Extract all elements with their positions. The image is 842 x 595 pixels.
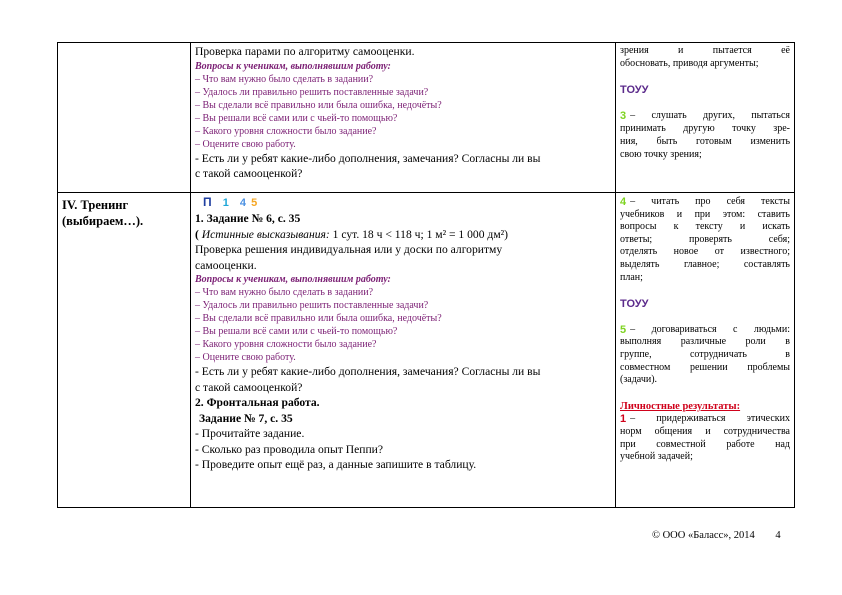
- item-number-3: 3: [620, 109, 627, 122]
- item4-line: план;: [620, 271, 643, 283]
- column-divider-1: [190, 43, 191, 507]
- row2-closing-line: - Есть ли у ребят какие-либо дополнения, замечания? Согласны ли вы: [195, 365, 541, 378]
- row1-question: – Что вам нужно было сделать в задании?: [195, 73, 374, 85]
- row1-question: – Вы решали всё сами или с чьей-то помощью?: [195, 112, 398, 124]
- p-number-5: 5: [251, 197, 258, 209]
- item1-line: – придерживаться этических: [630, 413, 790, 425]
- task2-line: - Прочитайте задание.: [195, 427, 305, 440]
- task1-paren: (: [195, 227, 202, 241]
- p-number-4: 4: [239, 197, 246, 209]
- item-number-5: 5: [620, 323, 627, 336]
- item5-line: выполняя различные роли в: [620, 336, 790, 348]
- item1-line: учебной задачей;: [620, 451, 693, 463]
- stage-subtitle: (выбираем…).: [62, 213, 144, 228]
- row1-question: – Удалось ли правильно решить поставленные задачи?: [195, 86, 429, 98]
- row-divider: [58, 192, 794, 193]
- row1-closing-line: с такой самооценкой?: [195, 167, 303, 180]
- task2-title: 2. Фронтальная работа.: [195, 396, 320, 409]
- item4-line: отделять новое от известного;: [620, 246, 790, 258]
- p-letter: П: [203, 195, 212, 209]
- row2-results-cell: [620, 196, 790, 464]
- item4-line: – читать про себя тексты: [630, 196, 790, 207]
- column-divider-2: [615, 43, 616, 507]
- lesson-table: [57, 42, 795, 508]
- item4-line: учебников и при этом: ставить: [620, 208, 790, 220]
- item4-line: вопросы к тексту и искать: [620, 221, 790, 233]
- row1-question: – Вы сделали всё правильно или была ошибка, недочёты?: [195, 99, 442, 111]
- row1-question: – Какого уровня сложности было задание?: [195, 125, 377, 137]
- row1-results-word: пытается: [712, 45, 752, 56]
- row1-results-word: её: [781, 45, 790, 56]
- row2-question: – Вы сделали всё правильно или была ошибка, недочёты?: [195, 313, 442, 324]
- page-footer: [652, 530, 781, 541]
- row1-question: – Оцените свою работу.: [195, 138, 296, 150]
- row1-heading: Проверка парами по алгоритму самооценки.: [195, 45, 415, 58]
- task1-rest: 1 сут. 18 ч < 118 ч; 1 м² = 1 000 дм²): [329, 227, 508, 241]
- stage-title: IV. Тренинг: [62, 198, 129, 212]
- row2-question: – Оцените свою работу.: [195, 352, 296, 363]
- task1-italic: Истинные высказывания:: [201, 227, 330, 241]
- row2-activity-cell: [195, 195, 611, 473]
- task2-line: - Сколько раз проводила опыт Пеппи?: [195, 442, 384, 456]
- task2-line: - Проведите опыт ещё раз, а данные запишите в таблицу.: [195, 458, 477, 471]
- row1-activity-cell: [195, 44, 611, 182]
- row1-item-line: свою точку зрения;: [620, 148, 702, 160]
- check-line: Проверка решения индивидуальная или у доски по алгоритму: [195, 243, 503, 256]
- row1-results-line: обосновать, приводя аргументы;: [620, 57, 759, 69]
- personal-results-title: Личностные результаты:: [620, 400, 741, 412]
- row1-results-word: и: [678, 45, 684, 56]
- row2-toyy-label: ТОУУ: [620, 298, 649, 311]
- page-number: 4: [775, 530, 781, 541]
- item1-line: норм общения и сотрудничества: [620, 425, 790, 437]
- item4-line: выделять главное; составлять: [620, 258, 790, 270]
- row1-item-line: – слушать других, пытаться: [630, 109, 790, 121]
- row2-questions-title: Вопросы к ученикам, выполнявшим работу:: [195, 274, 391, 285]
- item5-line: – договариваться с людьми:: [630, 323, 790, 335]
- row2-question: – Что вам нужно было сделать в задании?: [195, 287, 374, 298]
- item1-line: при совместной работе над: [620, 438, 790, 450]
- item5-line: группе, сотрудничать в: [620, 348, 790, 360]
- copyright-text: © ООО «Баласс», 2014: [652, 530, 755, 541]
- row2-stage-cell: [62, 198, 190, 229]
- row1-results-word: зрения: [620, 45, 649, 56]
- row2-question: – Вы решали всё сами или с чьей-то помощью?: [195, 326, 398, 337]
- row1-results-cell: [620, 45, 790, 161]
- item5-line: совместном решении проблемы: [620, 361, 790, 373]
- row2-closing-line: с такой самооценкой?: [195, 380, 303, 394]
- item5-line: (задачи).: [620, 374, 658, 386]
- row2-question: – Удалось ли правильно решить поставленные задачи?: [195, 300, 429, 311]
- task1-title: 1. Задание № 6, с. 35: [195, 212, 301, 225]
- item-number-4: 4: [620, 196, 627, 208]
- row1-questions-title: Вопросы к ученикам, выполнявшим работу:: [195, 60, 391, 72]
- row1-item-line: принимать другую точку зре-: [620, 123, 790, 135]
- row1-closing-line: - Есть ли у ребят какие-либо дополнения, замечания? Согласны ли вы: [195, 151, 541, 165]
- item-number-1: 1: [620, 413, 627, 426]
- task2-subtitle: Задание № 7, с. 35: [199, 411, 293, 425]
- p-number-1: 1: [222, 197, 229, 209]
- check-line: самооценки.: [195, 258, 257, 272]
- row2-question: – Какого уровня сложности было задание?: [195, 339, 377, 350]
- row1-item-line: ния, быть готовым изменить: [620, 135, 790, 147]
- item4-line: ответы; проверять себя;: [620, 233, 790, 245]
- row1-toyy-label: ТОУУ: [620, 84, 649, 97]
